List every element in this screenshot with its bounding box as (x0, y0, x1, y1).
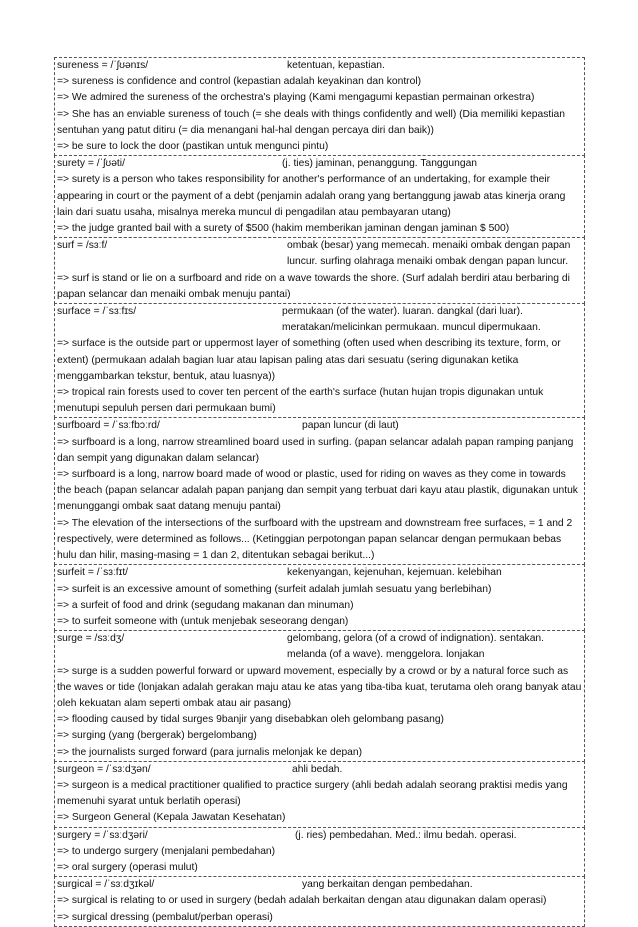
example-line: => oral surgery (operasi mulut) (57, 861, 198, 873)
entry-surf (54, 237, 585, 304)
example-line: => flooding caused by tidal surges 9banjir yang disebabkan oleh gelombang pasang) (57, 714, 444, 726)
example-line: => tropical rain forests used to cover ten percent of the earth's surface (hutan hujan tropis digunakan untuk menutupi sepuluh persen dari permukaan bumi) (57, 387, 544, 415)
example-line: => a surfeit of food and drink (segudang makanan dan minuman) (57, 599, 354, 611)
entry-heading (57, 565, 582, 581)
example-line: => She has an enviable sureness of touch (= she deals with things confidently and well) (Dia memiliki kepastian sentuhan yang patut ditiru (= dia menangani hal-hal dengan percaya diri dan baik)) (57, 108, 565, 136)
short-definition: ketentuan, kepastian. (287, 60, 385, 71)
entry-surgical (54, 876, 585, 927)
example-line: => the journalists surged forward (para jurnalis melonjak ke depan) (57, 746, 363, 758)
headword: surety = /ˈʃʊəti/ (57, 158, 125, 170)
short-definition: ahli bedah. (292, 763, 343, 775)
example-line: => the judge granted bail with a surety of $500 (hakim memberikan jaminan dengan jaminan $ 500) (57, 223, 510, 235)
headword: surge = /sɜːdʒ/ (57, 633, 125, 645)
example-line: => The elevation of the intersections of the surfboard with the upstream and downstream free surfaces, = 1 and 2 respectively, were determined as follows... (Ketinggian perpotongan papan selancar dengan permukaan bebas hulu dan hilir, masing-masing = 1 dan 2, ditentukan sebagai berikut...) (57, 517, 573, 562)
entry-surgeon (54, 761, 585, 828)
short-definition: papan luncur (di laut) (302, 420, 399, 432)
example-line: => surgical dressing (pembalut/perban operasi) (57, 911, 273, 923)
example-line: => surety is a person who takes responsibility for another's performance of an undertaking, for example their appearing in court or the payment of a debt (penjamin adalah orang yang bertanggung jawab atas kinerja orang lain dari suatu usaha, misalnya mereka muncul di pengadilan atau pembayaran utang) (57, 174, 566, 218)
entry-heading (57, 762, 582, 778)
headword: surgery = /ˈsɜːdʒəri/ (57, 829, 148, 841)
short-definition: yang berkaitan dengan pembedahan. (302, 879, 473, 891)
entry-surface (54, 303, 585, 418)
entry-heading (57, 238, 582, 270)
example-line: => to undergo surgery (menjalani pembedahan) (57, 845, 276, 857)
example-line: => Surgeon General (Kepala Jawatan Kesehatan) (57, 812, 286, 824)
headword: surfeit = /ˈsɜːfɪt/ (57, 567, 129, 579)
entry-heading (57, 156, 582, 172)
example-line: => surging (yang (bergerak) bergelombang) (57, 730, 257, 742)
entry-heading (57, 58, 582, 74)
short-definition: ombak (besar) yang memecah. menaiki ombak dengan papan luncur. surfing olahraga menaiki ombak dengan papan luncur. (287, 240, 571, 268)
example-line: => surge is a sudden powerful forward or upward movement, especially by a crowd or by a natural force such as the waves or tide (lonjakan adalah gerakan maju atau ke atas yang tiba-tiba kuat, terutama oleh orang banyak atau oleh kekuatan alam seperti ombak atau air pasang) (57, 665, 582, 709)
headword: surf = /sɜːf/ (57, 240, 108, 252)
short-definition: gelombang, gelora (of a crowd of indignation). sentakan. melanda (of a wave). menggelora. lonjakan (287, 633, 545, 661)
example-line: => surfboard is a long, narrow board made of wood or plastic, used for riding on waves as they come in towards the beach (papan selancar adalah papan panjang dan sempit yang terbuat dari kayu atau plastik, digunakan untuk menunggangi ombak saat datang menuju pantai) (57, 469, 578, 513)
entry-sureness (54, 57, 585, 156)
example-line: => surfeit is an excessive amount of something (surfeit adalah jumlah sesuatu yang berlebihan) (57, 583, 492, 595)
entry-heading (57, 828, 582, 844)
entry-heading (57, 418, 582, 434)
short-definition: permukaan (of the water). luaran. dangkal (dari luar). meratakan/melicinkan permukaan. muncul dipermukaan. (282, 306, 541, 334)
short-definition: (j. ties) jaminan, penanggung. Tanggungan (282, 158, 478, 170)
entry-surfboard (54, 417, 585, 565)
headword: sureness = /ˈʃʊənɪs/ (57, 60, 149, 71)
headword: surface = /ˈsɜːfɪs/ (57, 306, 137, 318)
example-line: => surf is stand or lie on a surfboard and ride on a wave towards the shore. (Surf adalah berdiri atau berbaring di papan selancar dan menaiki ombak menuju pantai) (57, 272, 570, 300)
dictionary-page (54, 58, 585, 927)
short-definition: kekenyangan, kejenuhan, kejemuan. kelebihan (287, 567, 502, 579)
example-line: => surgical is relating to or used in surgery (bedah adalah berkaitan dengan atau digunakan dalam operasi) (57, 895, 547, 907)
example-line: => surface is the outside part or uppermost layer of something (often used when describing its texture, form, or extent) (permukaan adalah bagian luar atau lapisan paling atas dari sesuatu (sering digunakan ketika menggambarkan tekstur, bentuk, atau luasnya)) (57, 338, 561, 382)
entry-heading (57, 631, 582, 663)
short-definition: (j. ries) pembedahan. Med.: ilmu bedah. operasi. (295, 829, 517, 841)
headword: surgical = /ˈsɜːdʒɪkəl/ (57, 879, 155, 891)
example-line: => be sure to lock the door (pastikan untuk mengunci pintu) (57, 141, 329, 153)
example-line: => to surfeit someone with (untuk menjebak seseorang dengan) (57, 615, 349, 627)
entry-surgery (54, 827, 585, 878)
headword: surfboard = /ˈsɜːfbɔːrd/ (57, 420, 160, 432)
entry-surge (54, 630, 585, 762)
entry-surety (54, 155, 585, 238)
example-line: => surgeon is a medical practitioner qualified to practice surgery (ahli bedah adalah seorang praktisi medis yang memenuhi syarat untuk berlatih operasi) (57, 779, 568, 808)
entry-heading (57, 304, 582, 336)
example-line: => sureness is confidence and control (kepastian adalah keyakinan dan kontrol) (57, 76, 422, 88)
example-line: => surfboard is a long, narrow streamlined board used in surfing. (papan selancar adalah papan ramping panjang dan sempit yang digunakan dalam selancar) (57, 436, 574, 464)
headword: surgeon = /ˈsɜːdʒən/ (57, 763, 151, 775)
entry-heading (57, 877, 582, 893)
example-line: => We admired the sureness of the orchestra's playing (Kami mengagumi kepastian permainan orkestra) (57, 92, 535, 104)
entry-surfeit (54, 564, 585, 631)
